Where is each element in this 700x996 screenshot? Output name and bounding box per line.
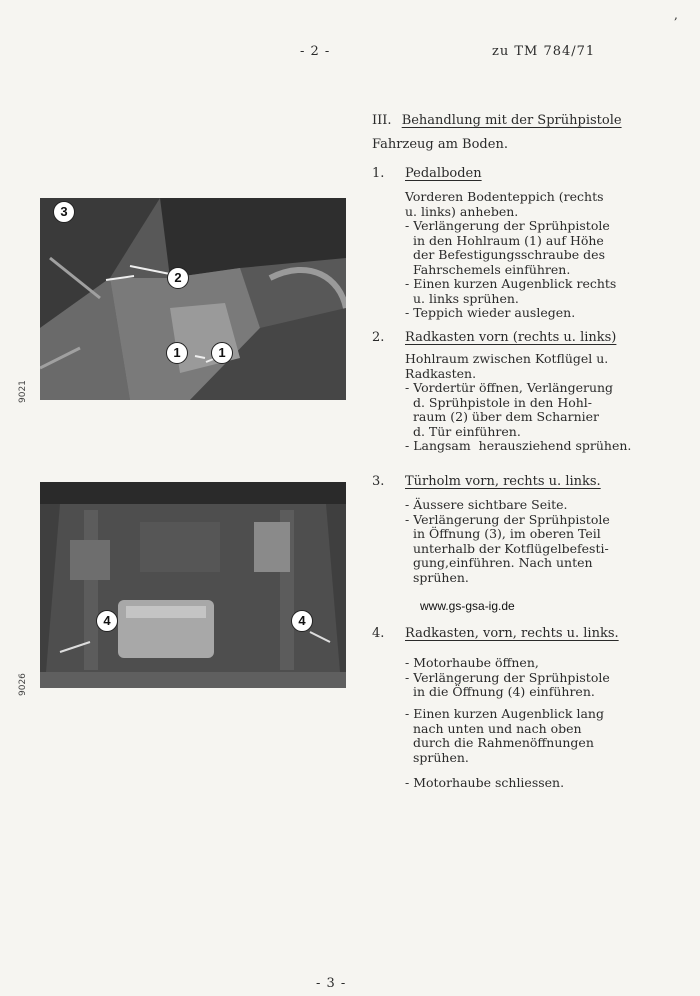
item-4-line: sprühen. — [405, 749, 469, 765]
item-1-line: der Befestigungsschraube des — [405, 247, 605, 262]
item-2-line: d. Sprühpistole in den Hohl- — [405, 394, 593, 410]
item-4-line: - Motorhaube öffnen, — [405, 655, 539, 670]
photo-engine-bay-image — [40, 482, 346, 688]
item-4-line: nach unten und nach oben — [405, 720, 582, 736]
corner-mark: , — [674, 8, 678, 22]
item-2-number: 2. — [372, 330, 385, 345]
item-1-line: Fahrschemels einführen. — [405, 261, 571, 277]
item-3-body — [405, 498, 610, 585]
photo-pedal-floor-image — [40, 198, 346, 400]
callout-1: 1 — [166, 342, 188, 364]
callout-2: 2 — [167, 267, 189, 289]
item-2-line: Hohlraum zwischen Kotflügel u. — [405, 351, 609, 366]
website-link[interactable]: www.gs-gsa-ig.de — [420, 599, 515, 613]
item-4-number: 4. — [372, 626, 385, 641]
photo-engine-bay — [40, 482, 346, 688]
item-4-body-a — [405, 656, 610, 700]
item-3-line: unterhalb der Kotflügelbefesti- — [405, 540, 609, 556]
item-4-line: - Verlängerung der Sprühpistole — [405, 669, 610, 685]
item-4-body-b — [405, 707, 604, 765]
item-2-line: d. Tür einführen. — [405, 423, 521, 439]
item-1-line: u. links sprühen. — [405, 290, 519, 306]
item-4-title: Radkasten, vorn, rechts u. links. — [405, 626, 619, 641]
item-2-line: Radkasten. — [405, 365, 477, 381]
item-4-line: in die Öffnung (4) einführen. — [405, 684, 595, 699]
item-4-line: durch die Rahmenöffnungen — [405, 735, 594, 750]
section-number: III. — [372, 113, 392, 128]
photo-number-9026: 9026 — [18, 673, 28, 696]
item-1-line: - Verlängerung der Sprühpistole — [405, 218, 610, 233]
item-2-title: Radkasten vorn (rechts u. links) — [405, 330, 617, 345]
footer-page-number: - 3 - — [316, 976, 347, 991]
item-1-line: - Teppich wieder auslegen. — [405, 305, 576, 320]
item-3-line: sprühen. — [405, 569, 469, 585]
callout-3: 3 — [53, 201, 75, 223]
item-2-line: - Vordertür öffnen, Verlängerung — [405, 380, 614, 395]
photo-number-9021: 9021 — [18, 380, 28, 403]
item-3-line: gung,einführen. Nach unten — [405, 555, 593, 570]
section-title: Behandlung mit der Sprühpistole — [401, 113, 622, 128]
item-4-body-c — [405, 776, 564, 791]
section-subtitle: Fahrzeug am Boden. — [372, 137, 508, 152]
item-1-line: Vorderen Bodenteppich (rechts — [405, 189, 604, 204]
item-1-title: Pedalboden — [405, 166, 482, 181]
item-1-line: - Einen kurzen Augenblick rechts — [405, 276, 617, 291]
item-3-line: - Äussere sichtbare Seite. — [405, 497, 568, 512]
item-1-body — [405, 190, 616, 321]
document-reference: zu TM 784/71 — [492, 44, 596, 59]
item-3-line: in Öffnung (3), im oberen Teil — [405, 526, 601, 541]
item-1-line: in den Hohlraum (1) auf Höhe — [405, 232, 604, 248]
photo-pedal-floor — [40, 198, 346, 400]
callout-4: 4 — [96, 610, 118, 632]
callout-4: 4 — [291, 610, 313, 632]
item-2-body — [405, 352, 631, 454]
item-1-line: u. links) anheben. — [405, 203, 519, 219]
item-4-line: - Motorhaube schliessen. — [405, 775, 565, 790]
item-1-number: 1. — [372, 166, 385, 181]
item-3-title: Türholm vorn, rechts u. links. — [405, 474, 601, 489]
page-number: - 2 - — [300, 44, 331, 59]
item-4-line: - Einen kurzen Augenblick lang — [405, 706, 604, 721]
item-3-number: 3. — [372, 474, 385, 489]
section-heading — [372, 114, 622, 129]
item-2-line: raum (2) über dem Scharnier — [405, 409, 600, 424]
callout-1: 1 — [211, 342, 233, 364]
item-2-line: - Langsam herausziehend sprühen. — [405, 438, 632, 453]
item-3-line: - Verlängerung der Sprühpistole — [405, 511, 610, 527]
